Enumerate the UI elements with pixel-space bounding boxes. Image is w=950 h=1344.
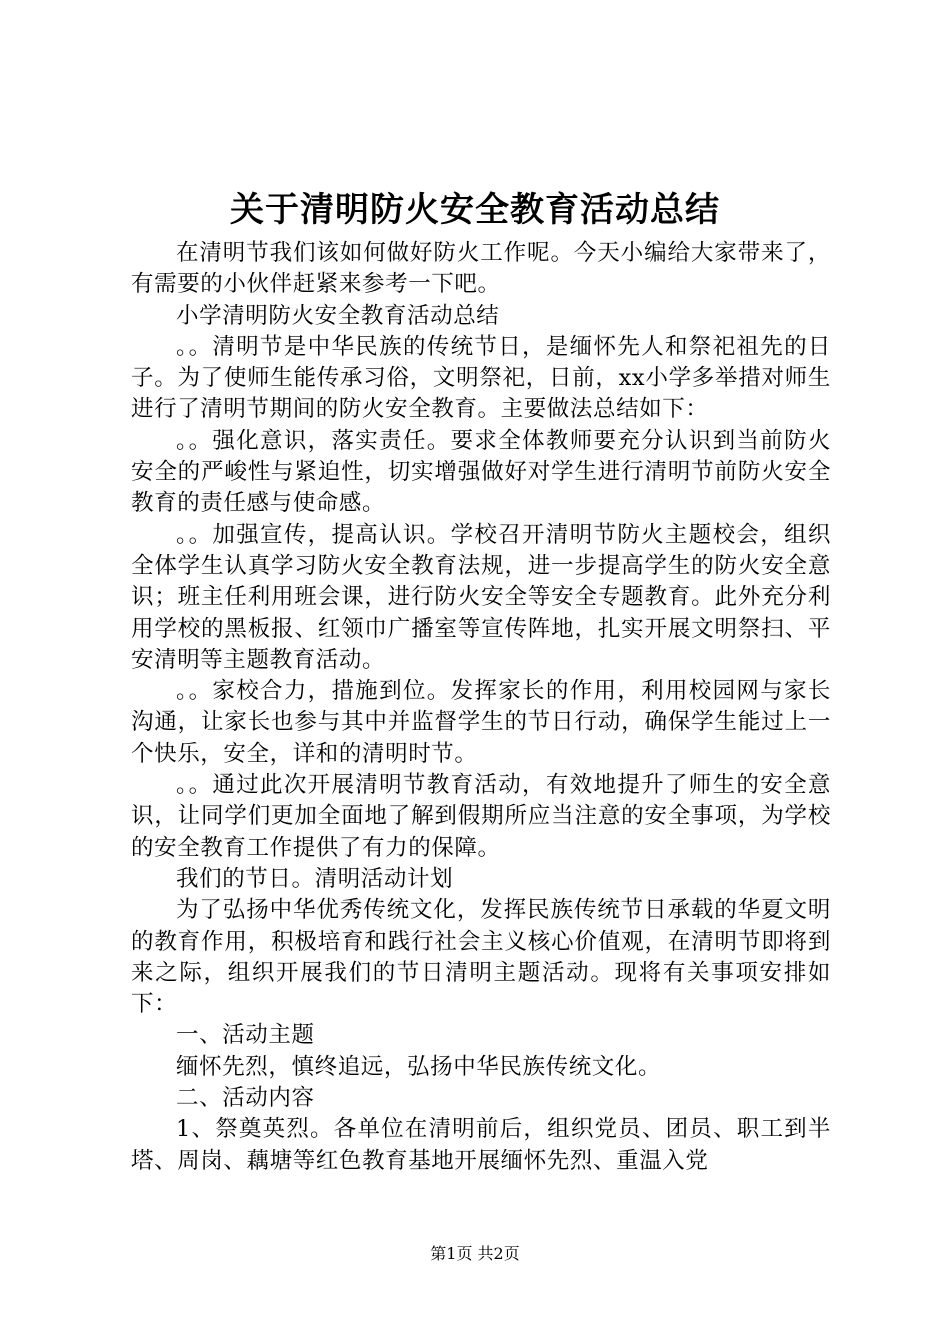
document-title: 关于清明防火安全教育活动总结 — [230, 190, 720, 230]
paragraph: 缅怀先烈，慎终追远，弘扬中华民族传统文化。 — [176, 1053, 662, 1080]
document-body — [131, 238, 831, 1177]
section-heading: 二、活动内容 — [176, 1085, 315, 1112]
section-heading: 小学清明防火安全教育活动总结 — [176, 302, 500, 329]
section-heading: 我们的节日。清明活动计划 — [176, 865, 454, 892]
paragraph: 。。通过此次开展清明节教育活动，有效地提升了师生的安全意识，让同学们更加全面地了解到假期所应当注意的安全事项，为学校的安全教育工作提供了有力的保障。 — [131, 772, 831, 861]
section-heading: 一、活动主题 — [176, 1022, 315, 1049]
paragraph: 。。清明节是中华民族的传统节日，是缅怀先人和祭祀祖先的日子。为了使师生能传承习俗，文明祭祀，日前，xx小学多举措对师生进行了清明节期间的防火安全教育。主要做法总结如下： — [131, 333, 831, 423]
paragraph: 。。强化意识，落实责任。要求全体教师要充分认识到当前防火安全的严峻性与紧迫性，切实增强做好对学生进行清明节前防火安全教育的责任感与使命感。 — [131, 427, 831, 517]
page-footer: 第1页 共2页 — [430, 1244, 520, 1263]
paragraph: 1、祭奠英烈。各单位在清明前后，组织党员、团员、职工到半塔、周岗、藕塘等红色教育基地开展缅怀先烈、重温入党 — [131, 1116, 831, 1174]
paragraph: 。。加强宣传，提高认识。学校召开清明节防火主题校会，组织全体学生认真学习防火安全教育法规，进一步提高学生的防火安全意识；班主任利用班会课，进行防火安全等安全专题教育。此外充分利用学校的黑板报、红领巾广播室等宣传阵地，扎实开展文明祭扫、平安清明等主题教育活动。 — [131, 521, 831, 673]
paragraph: 在清明节我们该如何做好防火工作呢。今天小编给大家带来了，有需要的小伙伴赶紧来参考一下吧。 — [131, 240, 831, 298]
paragraph: 为了弘扬中华优秀传统文化，发挥民族传统节日承载的华夏文明的教育作用，积极培育和践行社会主义核心价值观，在清明节即将到来之际，组织开展我们的节日清明主题活动。现将有关事项安排如下： — [131, 897, 831, 1018]
paragraph: 。。家校合力，措施到位。发挥家长的作用，利用校园网与家长沟通，让家长也参与其中并监督学生的节日行动，确保学生能过上一个快乐，安全，详和的清明时节。 — [131, 678, 831, 767]
